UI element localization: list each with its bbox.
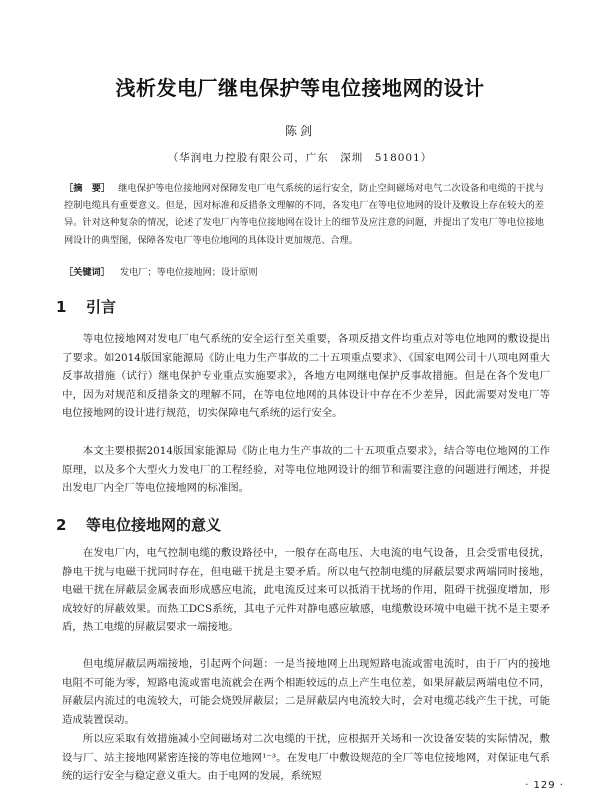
section-1-paragraph-2: 本文主要根据2014版国家能源局《防止电力生产事故的二十五项重点要求》，结合等电位地网的工作原理，以及多个大型火力发电厂的工程经验，对等电位地网设计的细节和需要注意的问题进行阐述，并提出发电厂内全厂等电位接地网的标准图。 — [62, 445, 550, 495]
section-2-paragraph-1: 在发电厂内，电气控制电缆的敷设路径中，一般存在高电压、大电流的电气设备，且会受雷电侵扰，静电干扰与电磁干扰同时存在，但电磁干扰是主要矛盾。所以电气控制电缆的屏蔽层要求两端同时接地，电磁干扰在屏蔽层金属表面形成感应电流，此电流反过来可以抵消干扰场的作用，阻碍干扰强度增加，形成较好的屏蔽效果。而热工DCS系统，其电子元件对静电感应敏感，电缆敷设环境中电磁干扰不是主要矛盾，热工电缆的屏蔽层要求一端接地。 — [62, 547, 550, 634]
section-2-title: 等电位接地网的意义 — [86, 516, 222, 534]
section-2-paragraph-3: 所以应采取有效措施减小空间磁场对二次电缆的干扰，应根据开关场和一次设备安装的实际情况，敷设与厂、站主接地网紧密连接的等电位地网¹⁻³。在发电厂中敷设规范的全厂等电位接地网，对保证电气系统的运行安全与稳定意义重大。由于电网的发展，系统短 — [62, 733, 550, 783]
section-2-number: 2 — [56, 516, 67, 534]
page-number: · 129 · — [525, 780, 564, 791]
paper-title: 浅析发电厂继电保护等电位接地网的设计 — [115, 76, 485, 100]
section-1-number: 1 — [56, 298, 67, 316]
section-2-heading — [56, 514, 221, 535]
section-2-paragraph-2: 但电缆屏蔽层两端接地，引起两个问题：一是当接地网上出现短路电流或雷电流时，由于厂内的接地电阻不可能为零，短路电流或雷电流就会在两个相距较远的点上产生电位差，如果屏蔽层两端电位不同，屏蔽层内流过的电流较大，可能会烧毁屏蔽层；二是屏蔽层内电流较大时，会对电缆芯线产生干扰，可能造成装置误动。 — [62, 658, 550, 726]
keywords-label: ［关键词］ — [64, 267, 110, 278]
author-name: 陈剑 — [284, 124, 315, 138]
abstract-block — [64, 180, 544, 249]
section-1-paragraph-1: 等电位接地网对发电厂电气系统的安全运行至关重要，各项反措文件均重点对等电位地网的敷设提出了要求。如2014版国家能源局《防止电力生产事故的二十五项重点要求》、《国家电网公司十八项电网重大反事故措施（试行）继电保护专业重点实施要求》，各地方电网继电保护反事故措施。但是在各个发电厂中，因为对规范和反措条文的理解不同，在等电位地网的具体设计中存在不少差异，因此需要对发电厂等电位接地网的设计进行规范，切实保障电气系统的运行安全。 — [62, 333, 550, 420]
author-affiliation: （华润电力控股有限公司，广东 深圳 518001） — [167, 152, 433, 164]
keywords-text: 发电厂；等电位接地网；设计原则 — [119, 267, 258, 278]
abstract-text: 继电保护等电位接地网对保障发电厂电气系统的运行安全，防止空间磁场对电气二次设备和电缆的干扰与控制电缆具有重要意义。但是，因对标准和反措条文理解的不同，各发电厂在等电位地网的设计及敷设上存在较大的差异。针对这种复杂的情况，论述了发电厂内等电位接地网在设计上的细节及应注意的问题，并提出了发电厂等电位接地网设计的典型图，保障各发电厂等电位地网的具体设计更加规范、合理。 — [64, 183, 544, 246]
abstract-label: ［摘 要］ — [64, 183, 111, 194]
keywords-block — [64, 264, 544, 281]
section-1-title: 引言 — [86, 298, 117, 316]
section-1-heading — [56, 296, 116, 317]
